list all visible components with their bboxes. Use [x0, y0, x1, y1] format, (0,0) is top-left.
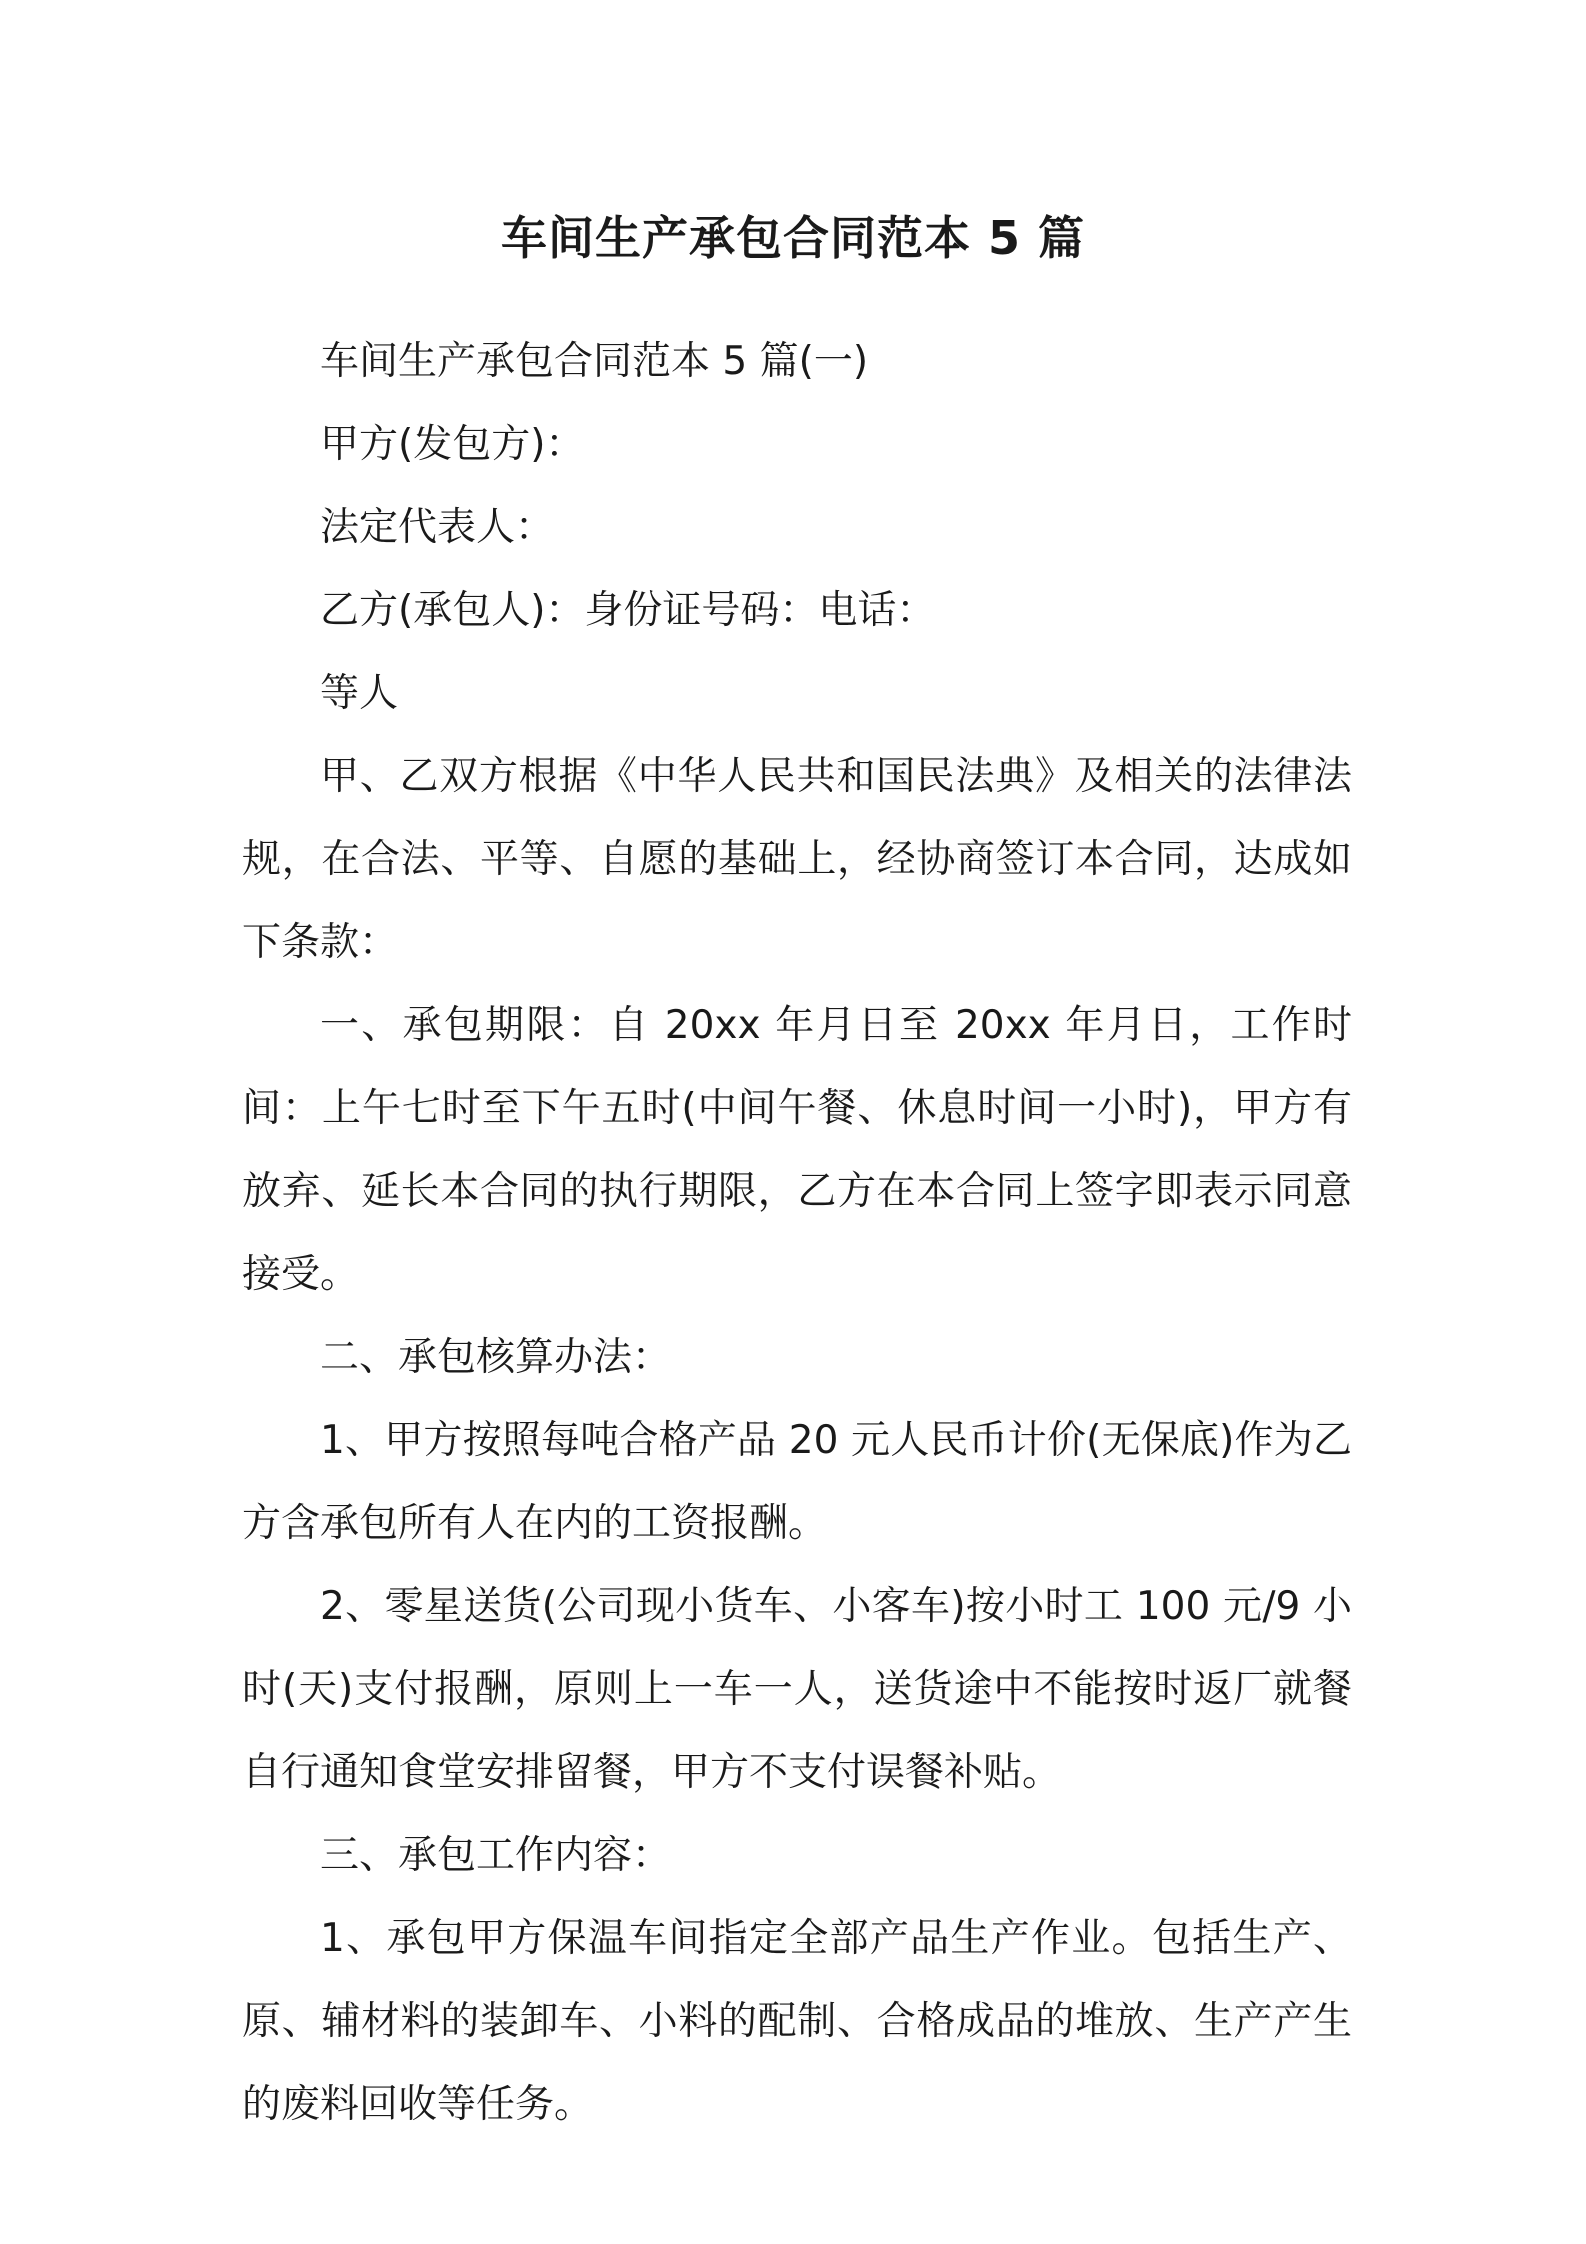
others-line: 等人 — [320, 671, 399, 716]
section-heading: 车间生产承包合同范本 5 篇(一) — [320, 339, 869, 384]
party-b-line: 乙方(承包人)：身份证号码：电话： — [320, 588, 936, 633]
clause-term-paragraph: 一、承包期限：自 20xx 年月日至 20xx 年月日，工作时间：上午七时至下午五时(中间午餐、休息时间一小时)，甲方有放弃、延长本合同的执行期限，乙方在本合同上签字即表示同意接受。 — [242, 1003, 1352, 1297]
legal-representative-line: 法定代表人： — [320, 505, 555, 550]
clause-accounting-heading: 二、承包核算办法： — [320, 1335, 672, 1380]
clause-work-item-1: 1、承包甲方保温车间指定全部产品生产作业。包括生产、原、辅材料的装卸车、小料的配制、合格成品的堆放、生产产生的废料回收等任务。 — [242, 1916, 1352, 2127]
clause-accounting-item-2: 2、零星送货(公司现小货车、小客车)按小时工 100 元/9 小时(天)支付报酬，原则上一车一人，送货途中不能按时返厂就餐自行通知食堂安排留餐，甲方不支付误餐补贴。 — [242, 1584, 1352, 1795]
clause-accounting-item-1: 1、甲方按照每吨合格产品 20 元人民币计价(无保底)作为乙方含承包所有人在内的工资报酬。 — [242, 1418, 1352, 1546]
party-a-line: 甲方(发包方)： — [320, 422, 585, 467]
preamble-paragraph: 甲、乙双方根据《中华人民共和国民法典》及相关的法律法规，在合法、平等、自愿的基础上，经协商签订本合同，达成如下条款： — [242, 754, 1352, 965]
document-title: 车间生产承包合同范本 5 篇 — [500, 211, 1086, 265]
clause-work-heading: 三、承包工作内容： — [320, 1833, 672, 1878]
document-body — [242, 320, 1352, 2146]
